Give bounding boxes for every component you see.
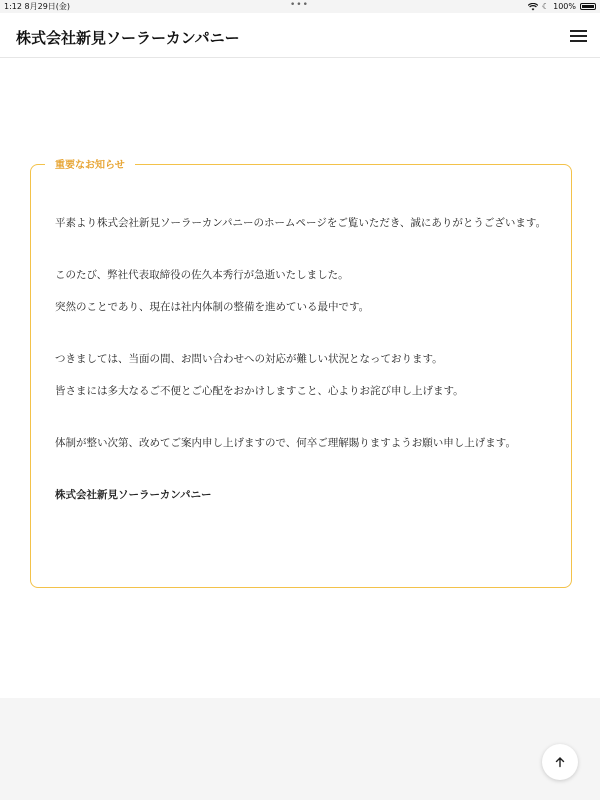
battery-icon xyxy=(580,3,596,10)
notice-paragraph: つきましては、当面の間、お問い合わせへの対応が難しい状況となっております。 皆さまには多大なるご不便とご心配をおかけしますこと、心よりお詫び申し上げます。 xyxy=(55,353,464,397)
status-right xyxy=(528,0,596,13)
scroll-to-top-button[interactable] xyxy=(542,744,578,780)
notice-paragraph: 体制が整い次第、改めてご案内申し上げますので、何卒ご理解賜りますようお願い申し上げます。 xyxy=(55,437,516,449)
battery-percent: 100% xyxy=(553,2,576,11)
site-title[interactable]: 株式会社新見ソーラーカンパニー xyxy=(16,29,240,47)
multitasking-dots-icon[interactable]: ••• xyxy=(290,0,309,10)
notice-paragraph: 平素より株式会社新見ソーラーカンパニーのホームページをご覧いただき、誠にありがとうございます。 xyxy=(55,217,547,229)
site-header xyxy=(0,14,600,58)
wifi-icon xyxy=(528,3,538,11)
notice-signature: 株式会社新見ソーラーカンパニー xyxy=(55,489,212,501)
arrow-up-icon xyxy=(554,756,566,768)
status-bar xyxy=(0,0,600,13)
footer-band xyxy=(0,698,600,800)
moon-icon: ☾ xyxy=(541,2,550,11)
hamburger-menu-icon[interactable] xyxy=(570,30,587,43)
notice-heading: 重要なお知らせ xyxy=(45,156,135,171)
important-notice-box xyxy=(30,160,572,588)
notice-body xyxy=(55,207,555,511)
notice-paragraph: このたび、弊社代表取締役の佐久本秀行が急逝いたしました。 突然のことであり、現在は社内体制の整備を進めている最中です。 xyxy=(55,269,370,313)
status-time: 1:12 8月29日(金) xyxy=(4,2,71,11)
